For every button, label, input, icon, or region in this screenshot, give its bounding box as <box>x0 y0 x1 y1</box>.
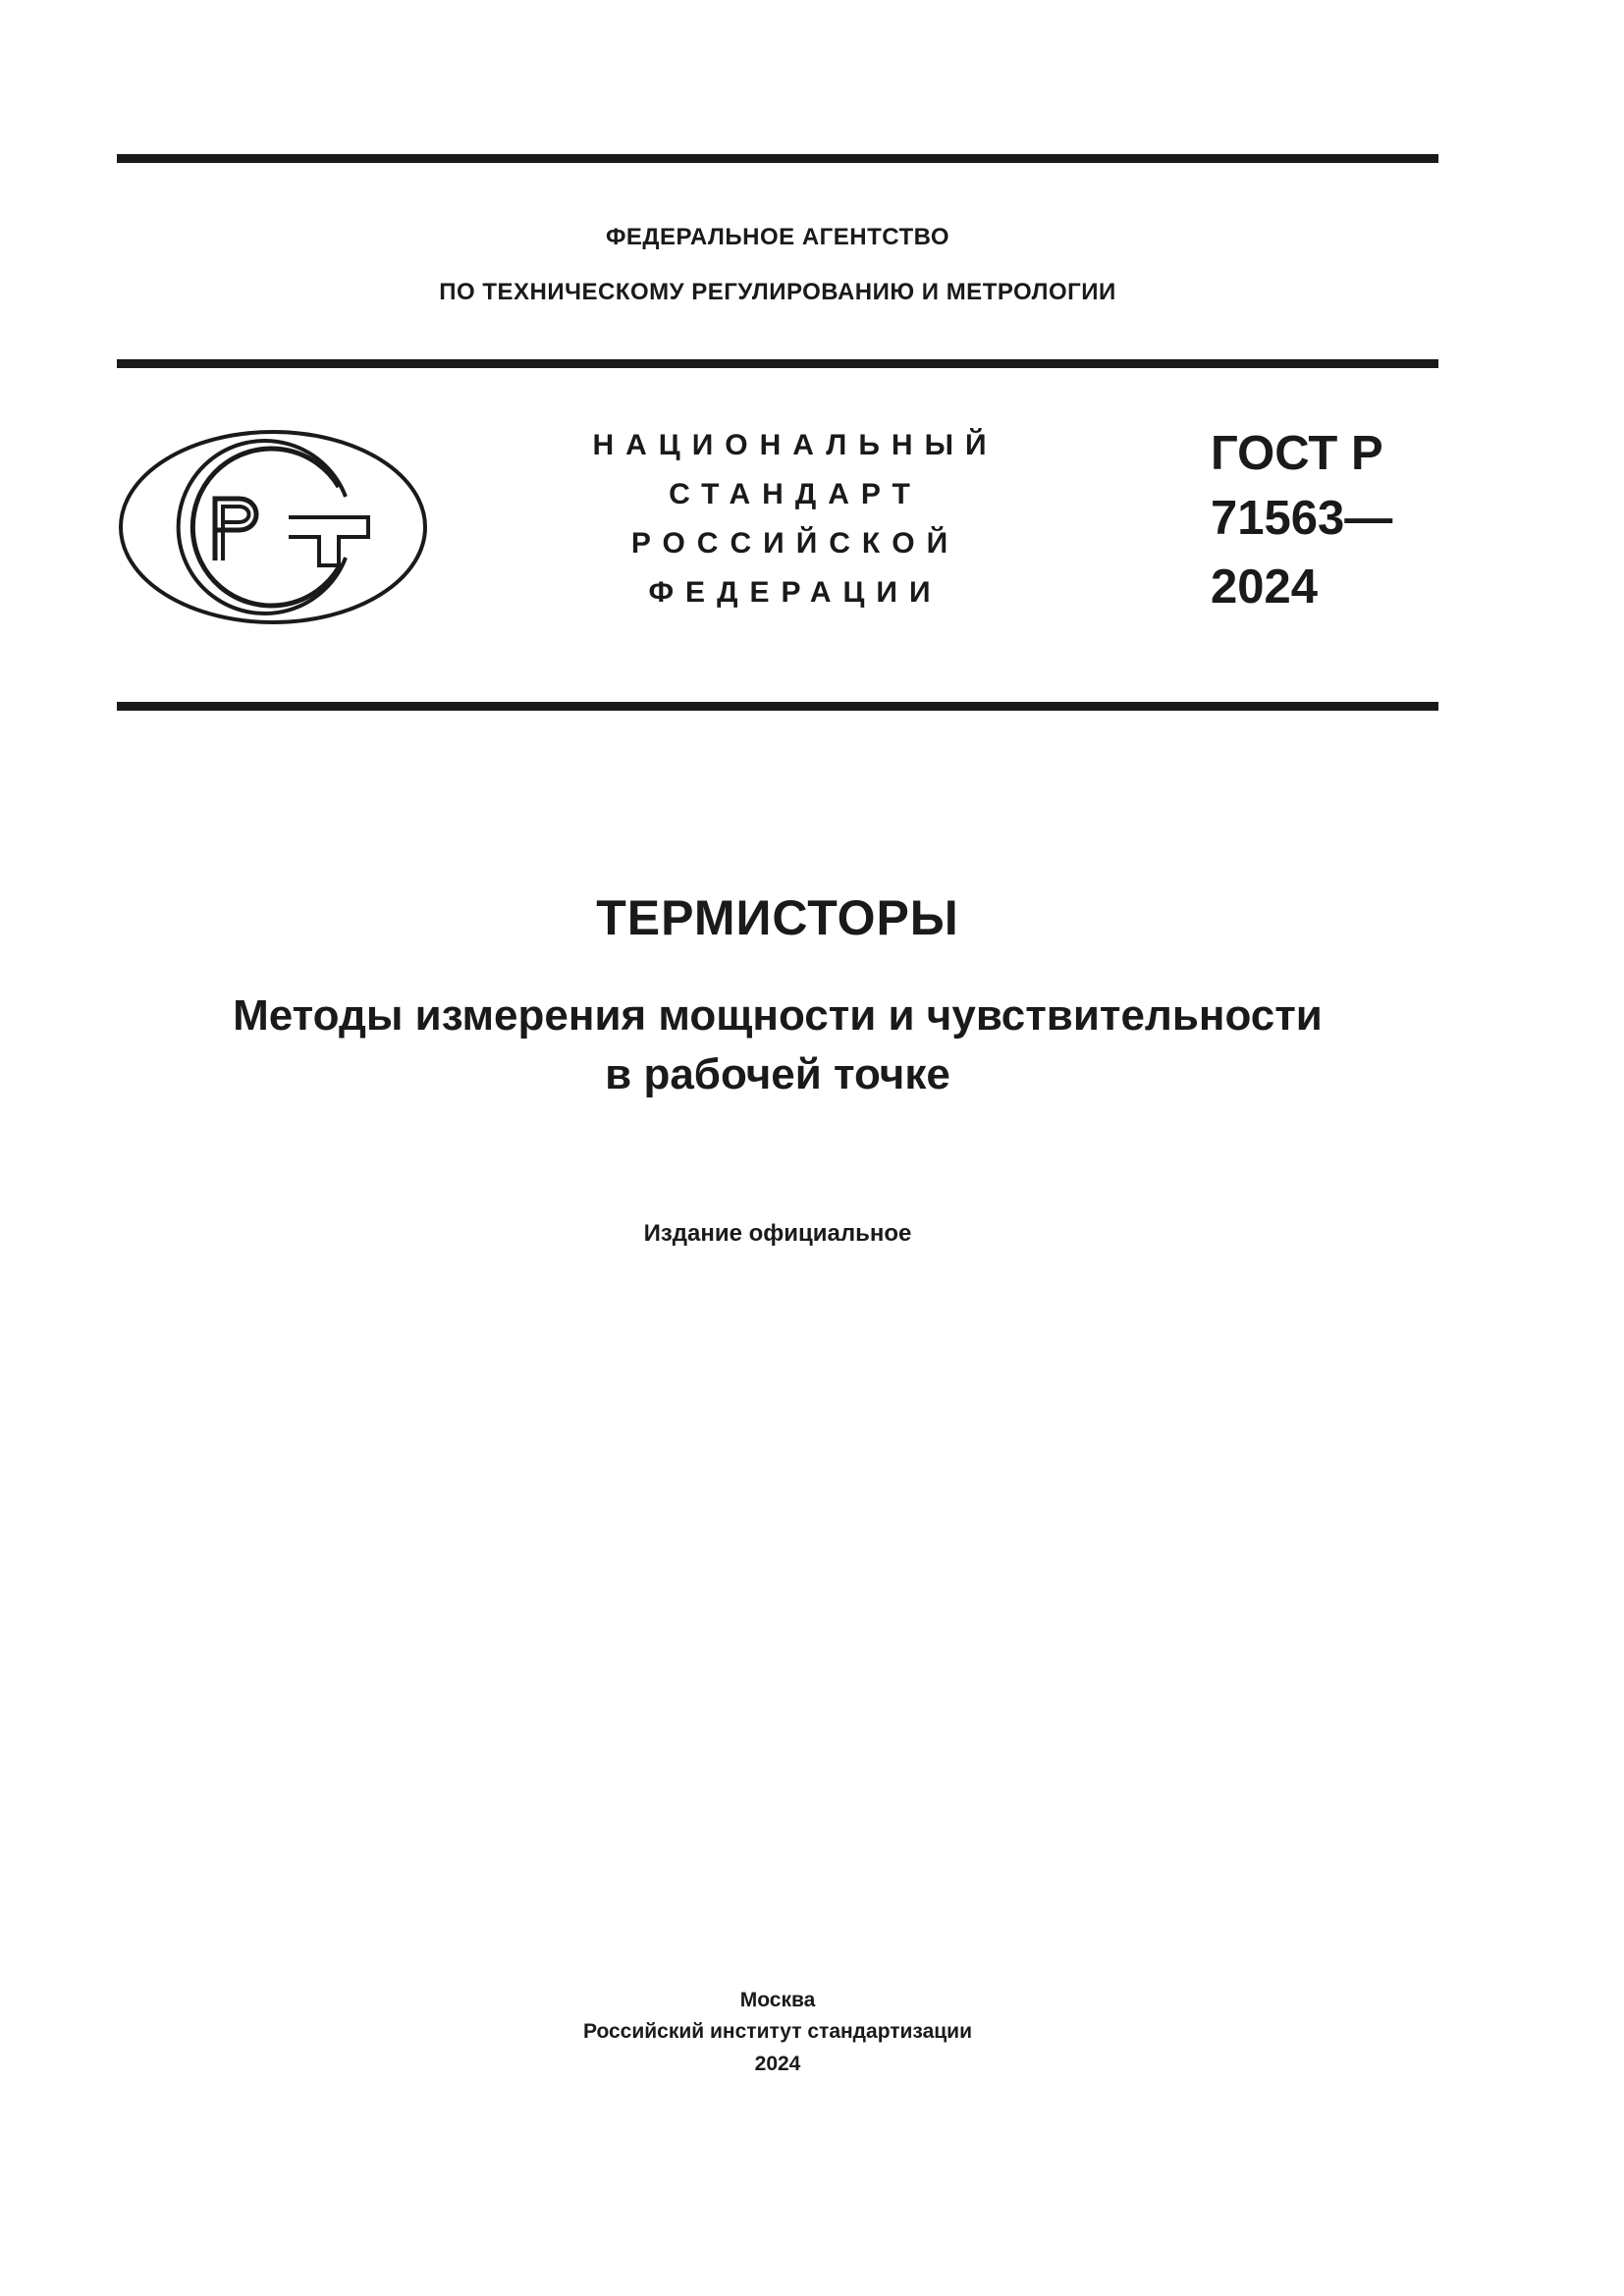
rst-logo-icon <box>117 428 429 626</box>
imprint-city: Москва <box>739 1989 816 2011</box>
national-standard-line-3: РОССИЙСКОЙ <box>630 527 960 560</box>
gost-designation-line-3: 2024 <box>1211 561 1319 614</box>
top-divider <box>117 154 1438 163</box>
bottom-divider <box>117 702 1438 711</box>
edition-label: Издание официальное <box>643 1220 912 1247</box>
document-title: ТЕРМИСТОРЫ <box>596 890 959 945</box>
gost-designation-line-1: ГОСТ Р <box>1211 427 1383 480</box>
agency-line-1: ФЕДЕРАЛЬНОЕ АГЕНТСТВО <box>605 224 950 250</box>
national-standard-line-1: НАЦИОНАЛЬНЫЙ <box>592 429 999 461</box>
imprint-year: 2024 <box>754 2053 801 2075</box>
national-standard-line-2: СТАНДАРТ <box>669 478 922 510</box>
document-subtitle-line-2: в рабочей точке <box>605 1050 950 1098</box>
agency-line-2: ПО ТЕХНИЧЕСКОМУ РЕГУЛИРОВАНИЮ И МЕТРОЛОГИИ <box>439 279 1116 305</box>
national-standard-line-4: ФЕДЕРАЦИИ <box>648 576 943 609</box>
gost-designation-line-2: 71563— <box>1211 492 1393 545</box>
imprint-publisher: Российский институт стандартизации <box>582 2020 973 2043</box>
document-subtitle-line-1: Методы измерения мощности и чувствительности <box>233 991 1323 1040</box>
middle-divider <box>117 359 1438 368</box>
